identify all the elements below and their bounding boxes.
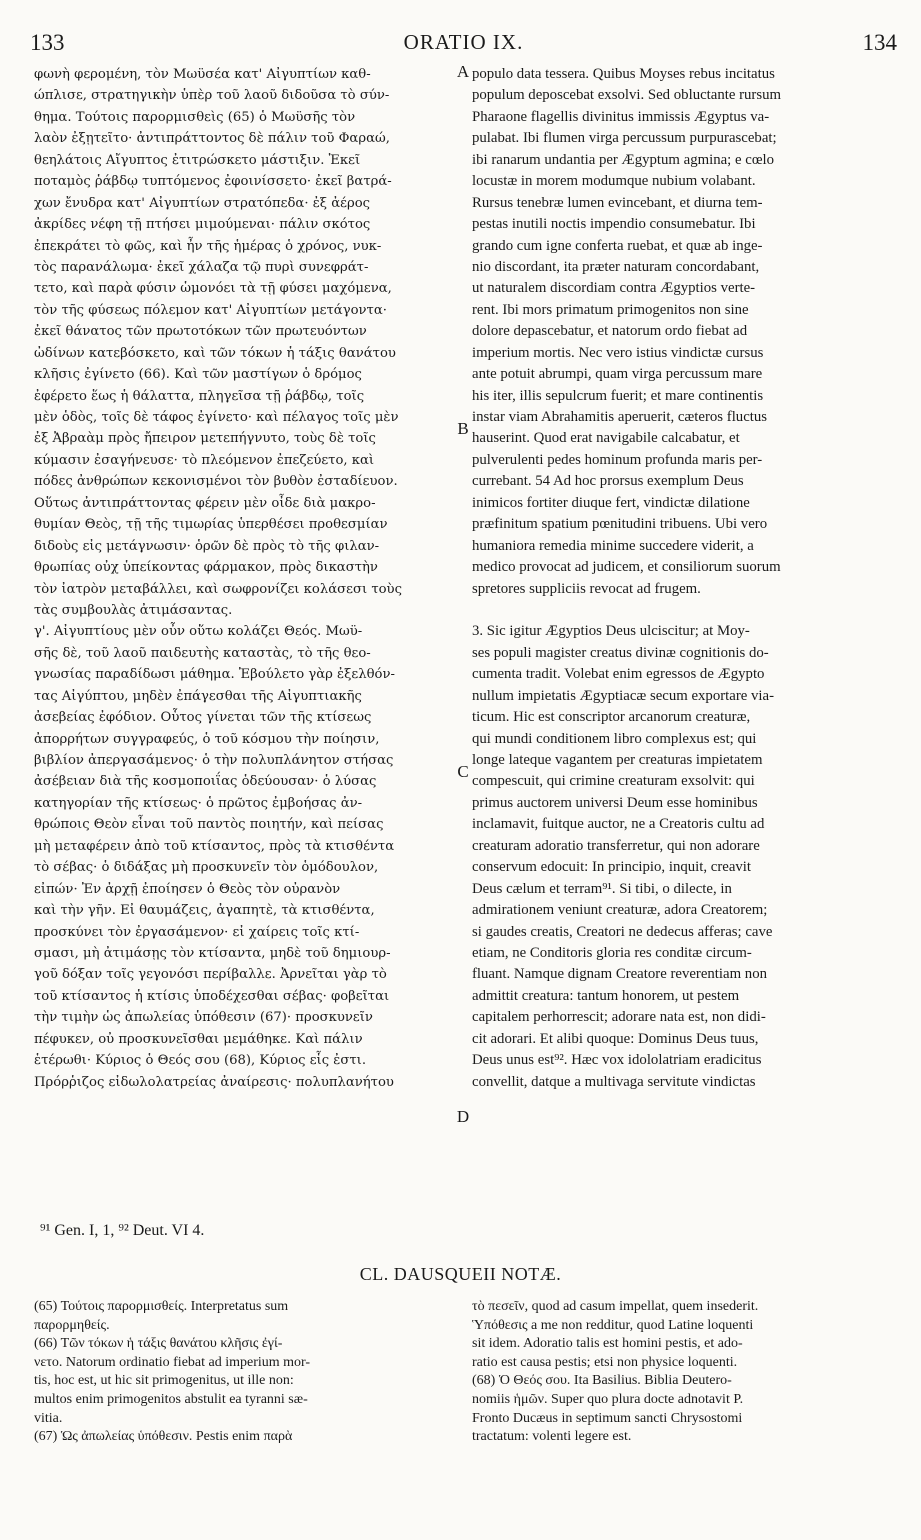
latin-text-line: spretores suppliciis revocat ad frugem. [472,580,701,597]
greek-text-line: τοῦ κτίσαντος ἡ κτίσις ὑποδέχεσθαι σέβας· φοβεῖται [34,988,390,1004]
greek-text-line: γοῦ δόξαν τοῖς γεγονόσι περίβαλλε. Ἀρνεῖται γὰρ τὸ [34,967,387,983]
latin-text-line: ut naturalem discordiam contra Ægyptios verte- [472,280,756,297]
page-number-right: 134 [862,30,897,55]
latin-text-line: hauserint. Quod erat navigabile calcabatur, et [472,430,740,447]
note-line: νετο. Natorum ordinatio fiebat ad imperium mor- [34,1354,311,1370]
latin-text-line: etiam, ne Conditoris gloria res conditæ circum- [472,944,752,961]
note-line: Fronto Ducæus in septimum sancti Chrysostomi [472,1410,743,1426]
latin-text-line: Deus unus est⁹². Hæc vox idololatriam eradicitus [472,1052,762,1069]
greek-text-line: θημα. Τούτοις παρορμισθεὶς (65) ὁ Μωϋσῆς τὸν [34,109,356,125]
greek-column [34,64,454,1093]
greek-text-line: τὸ σέβας· ὁ διδάξας μὴ προσκυνεῖν τὸν ὁμόδουλον, [34,860,379,876]
note-line: (65) Τούτοις παρορμισθείς. Interpretatus sum [34,1299,289,1314]
greek-text-line: ἐπεκράτει τὸ φῶς, καὶ ἦν τῆς ἡμέρας ὁ χρόνος, νυκ- [34,238,382,254]
greek-text-line: κλῆσις ἐγίνετο (66). Καὶ τῶν μαστίγων ὁ δρόμος [34,367,362,383]
footnote-references: ⁹¹ Gen. I, 1, ⁹² Deut. VI 4. [40,1222,205,1239]
greek-text-line: θυμίαν Θεὸς, τῇ τῆς τιμωρίας ὑπερθέσει προθεσμίαν [34,517,388,533]
latin-text-line: capitalem perhorrescit; adorare nata est, non didi- [472,1009,766,1026]
note-line: (68) Ὁ Θεός σου. Ita Basilius. Biblia Deutero- [472,1373,732,1389]
note-line: (66) Τῶν τόκων ἡ τάξις θανάτου κλῆσις ἐγί- [34,1336,283,1352]
latin-text-line: nullum impietatis Ægyptiacæ secum exportare via- [472,687,775,704]
margin-marker-c: C [457,762,469,781]
greek-text-line: Οὕτως ἀντιπράττοντας φέρειν μὲν οἶδε διὰ μακρο- [34,495,376,511]
latin-text-line: medico provocat ad judicem, et consiliorum suorum [472,559,781,576]
greek-text-line: ὠδίνων κατεβόσκετο, καὶ τῶν τόκων ἡ τάξις θανάτου [34,345,396,361]
notes-title: CL. DAUSQUEII NOTÆ. [359,1264,562,1284]
latin-text-line: dolore depascebatur, et natorum ordo fiebat ad [472,323,748,340]
note-line: τὸ πεσεῖν, quod ad casum impellat, quem insederit. [472,1299,759,1314]
latin-column [472,64,892,1093]
note-line: multos enim primogenitos abstulit ea tyranni sæ- [34,1391,308,1407]
running-header [30,30,897,62]
latin-text-line: Rursus tenebræ lumen evincebant, et diurna tem- [472,194,763,211]
margin-marker-b: B [457,419,469,438]
greek-text-line: γνωσίας παραδίδωσι μάθημα. Ἐβούλετο γὰρ ἐξελθόν- [34,667,395,683]
latin-text-line: nio discordant, ita præter naturam concordabant, [472,258,760,275]
greek-text-line: γ'. Αἰγυπτίους μὲν οὖν οὕτω κολάζει Θεός. Μωϋ- [34,624,363,640]
latin-text-line: creaturam adoratio transferretur, qui non adorare [472,837,760,854]
latin-text-line: admittit creatura: tantum honorem, ut pestem [472,987,740,1004]
latin-text-line: 3. Sic igitur Ægyptios Deus ulciscitur; at Moy- [472,623,750,640]
latin-text-line [472,600,892,621]
note-line: nomiis ἡμῶν. Super quo plura docte adnotavit P. [472,1391,744,1407]
running-title: ORATIO IX. [403,30,524,54]
greek-text-line: ώπλισε, στρατηγικὴν ὑπὲρ τοῦ λαοῦ διδοῦσα τὸ σύν- [34,88,390,104]
latin-text-line: grando cum igne conferta ruebat, et quæ ab inge- [472,237,763,254]
latin-text-line: compescuit, qui crimine creaturam exsolvit: qui [472,773,755,790]
greek-text-line: τὰς συμβουλὰς ἀτιμάσαντας. [34,602,233,618]
notes-left-column [34,1298,454,1447]
greek-text-line: τας Αἰγύπτου, μηδὲν ἐπάγεσθαι τῆς Αἰγυπτιακῆς [34,688,362,704]
greek-text-line: προσκύνει τὸν ἐργασάμενον· εἰ χαίρεις τοῖς κτί- [34,924,360,940]
greek-text-line: μὴ μεταφέρειν ἀπὸ τοῦ κτίσαντος, πρὸς τὰ κτισθέντα [34,838,395,854]
latin-text-line: cit adorari. Et alibi quoque: Dominus Deus tuus, [472,1030,759,1047]
page-number-left: 133 [30,30,65,55]
greek-text-line: φωνὴ φερομένη, τὸν Μωϋσέα κατ' Αἰγυπτίων καθ- [34,67,371,82]
greek-text-line: διδοὺς εἰς μετάγνωσιν· ὁρῶν δὲ πρὸς τὸ τῆς φιλαν- [34,538,380,554]
notes-right-column [472,1298,892,1447]
greek-text-line: ἐκεῖ θάνατος τῶν πρωτοτόκων τῶν πρωτευόντων [34,324,367,340]
greek-text-line: κύμασιν ἐσαγήνευσε· τὸ πλεόμενον ἐπεζεύετο, καὶ [34,452,375,468]
greek-text-line: ἀσεβείας ἐφόδιον. Οὗτος γίνεται τῶν τῆς κτίσεως [34,710,372,726]
note-line: ratio est causa pestis; etsi non physice loquenti. [472,1354,738,1370]
latin-text-line: inclamavit, fuitque auctor, ne a Creatoris cultu ad [472,816,765,833]
greek-text-line: ἐξ Ἀβραὰμ πρὸς ἤπειρον μετεπήγνυτο, τοὺς δὲ τοῖς [34,431,376,447]
greek-text-line: θρώποις Θεὸν εἶναι τοῦ παντὸς ποιητήν, καὶ πείσας [34,817,384,833]
greek-text-line: μὲν ὁδὸς, τοῖς δὲ τάφος ἐγίνετο· καὶ πέλαγος τοῖς μὲν [34,410,399,425]
greek-text-line: χων ἔνυδρα κατ' Αἰγυπτίων στρατόπεδα· ἐξ ἀέρος [34,195,371,211]
latin-text-line: his iter, illis sepulcrum fuerit; et mare continentis [472,387,764,404]
greek-text-line: βιβλίον ἀπεργασάμενος· ὁ τὴν πολυπλάνητον στήσας [34,753,394,768]
latin-text-line: si gaudes creatis, Creatori ne dedecus afferas; cave [472,923,773,940]
greek-text-line: θεηλάτοις Αἴγυπτος ἐτιτρώσκετο μάστιξιν. Ἐκεῖ [34,152,361,168]
greek-text-line: εἰπών· Ἐν ἀρχῇ ἐποίησεν ὁ Θεὸς τὸν οὐρανὸν [34,881,341,897]
latin-text-line: rent. Ibi mors primatum primogenitos non sine [472,301,749,318]
latin-text-line: imperium mortis. Nec vero istius vindictæ cursus [472,344,764,361]
latin-text-line: currebant. 54 Ad hoc prorsus exemplum Deus [472,473,744,490]
note-line: sit idem. Adoratio talis est homini pestis, et ado- [472,1336,743,1352]
latin-text-line: instar viam Abrahamitis aperuerit, cæteros fluctus [472,409,768,425]
latin-text-line: ibi ranarum undantia per Ægyptum agmina; e cœlo [472,151,775,168]
note-line: Ὑπόθεσις a me non redditur, quod Latine loquenti [472,1317,754,1333]
note-line: παρορμηθείς. [34,1317,110,1333]
latin-text-line: qui mundi conditionem libro complexus est; qui [472,730,757,747]
note-line: tis, hoc est, ut hic sit primogenitus, ut ille non: [34,1373,294,1389]
note-line: tractatum: volenti legere est. [472,1429,632,1445]
margin-marker-d: D [456,1107,470,1126]
latin-text-line: ticum. Hic est conscriptor arcanorum creaturæ, [472,709,751,726]
latin-text-line: inimicos fortiter diuque fert, vindictæ dilatione [472,494,750,511]
greek-text-line: ἀκρίδες νέφη τῇ πτήσει μιμούμεναι· πάλιν σκότος [34,217,371,233]
latin-text-line: præfinitum spatium pœnitudini tribuens. Ubi vero [472,516,768,533]
note-line: (67) Ὡς ἀπωλείας ὑπόθεσιν. Pestis enim παρὰ [34,1429,293,1445]
latin-text-line: Deus cælum et terram⁹¹. Si tibi, o dilecte, in [472,880,732,897]
latin-text-line: Pharaone flagellis divinitus immissis Ægyptus va- [472,108,770,125]
latin-text-line: fluant. Namque dignam Creatore reverentiam non [472,966,768,983]
latin-text-line: humaniora remedia minime succedere viderit, a [472,537,754,554]
greek-text-line: πέφυκεν, οὐ προσκυνεῖσθαι μεμάθηκε. Καὶ πάλιν [34,1031,363,1047]
greek-text-line: κατηγορίαν τῆς κτίσεως· ὁ πρῶτος ἐμβοήσας ἀν- [34,795,363,811]
greek-text-line: σμασι, μὴ ἀτιμάσῃς τὸν κτίσαντα, μηδὲ τοῦ δημιουρ- [34,945,391,961]
greek-text-line: τὸν ἰατρὸν μεταβάλλει, καὶ σωφρονίζει κολάσεσι τοὺς [34,581,402,597]
greek-text-line: καὶ τὴν γῆν. Εἰ θαυμάζεις, ἀγαπητὲ, τὰ κτισθέντα, [34,903,375,919]
latin-text-line: pulabat. Ibi flumen virga percussum purpurascebat; [472,130,777,147]
note-line: vitia. [34,1410,63,1426]
latin-text-line: ante potuit abrumpi, quam virga percussum mare [472,366,763,383]
latin-text-line: admirationem veniunt creaturæ, adora Creatorem; [472,902,768,919]
greek-text-line: σῆς δὲ, τοῦ λαοῦ παιδευτὴς καταστὰς, τὸ τῆς θεο- [34,645,371,661]
latin-text-line: pestas inutili noctis impendio consumebatur. Ibi [472,216,756,233]
greek-text-line: ποταμὸς ῥάβδῳ τυπτόμενος ἐφοινίσσετο· ἐκεῖ βατρά- [34,174,392,190]
greek-text-line: Πρόρῥιζος εἰδωλολατρείας ἀναίρεσις· πολυπλανήτου [34,1074,394,1090]
latin-text-line: longe lateque vagantem per creaturas impietatem [472,752,763,768]
latin-text-line: populo data tessera. Quibus Moyses rebus incitatus [472,66,775,82]
latin-text-line: ses populi magister creatus divinæ cognitionis do- [472,644,769,661]
greek-text-line: θρωπίας οὐχ ὑπείκοντας φάρμακον, πρὸς δικαστὴν [34,560,378,576]
greek-text-line: τὴν τιμὴν ὡς ἀπωλείας ὑπόθεσιν (67)· προσκυνεῖν [34,1010,373,1026]
greek-text-line: πόδες ἀνθρώπων κεκονισμένοι τὸν βυθὸν ἐσταδίευον. [34,474,398,490]
greek-text-line: ἑτέρωθι· Κύριος ὁ Θεός σου (68), Κύριος εἷς ἐστι. [34,1053,367,1069]
greek-text-line: ἀπορρήτων συγγραφεύς, ὁ τοῦ κόσμου τὴν ποίησιν, [34,731,380,747]
greek-text-line: τετο, καὶ παρὰ φύσιν ὡμονόει τὰ τῇ φύσει μαχόμενα, [34,281,392,297]
margin-marker-a: A [456,62,470,81]
greek-text-line: λαὸν ἐξῃτεῖτο· ἀντιπράττοντος δὲ πάλιν τοῦ Φαραώ, [34,131,390,147]
latin-text-line: locustæ in morem modumque nubium volabant. [472,173,756,190]
latin-text-line: cumenta tradit. Volebat enim egressos de Ægypto [472,666,765,683]
greek-text-line: τὸν τῆς φύσεως πόλεμον κατ' Αἰγυπτίων μετάγοντα· [34,302,387,318]
latin-text-line: populum deposcebat exsolvi. Sed obluctante rursum [472,87,782,104]
greek-text-line: ἀσέβειαν διὰ τῆς κοσμοποιΐας ὁδεύουσαν· ὁ λύσας [34,774,377,790]
greek-text-line: τὸς παρανάλωμα· ἐκεῖ χάλαζα τῷ πυρὶ συνεφράτ- [34,259,369,275]
greek-text-line: ἐφέρετο ἕως ἡ θάλαττα, πληγεῖσα τῇ ῥάβδῳ, τοῖς [34,388,365,404]
latin-text-line: conservum edocuit: In principio, inquit, creavit [472,859,752,876]
latin-text-line: pulverulenti pedes hominum profunda maris per- [472,451,763,468]
latin-text-line: primus auctorem universi Deum esse hominibus [472,794,758,811]
latin-text-line: convellit, datque a multivaga servitute vindictas [472,1073,756,1090]
